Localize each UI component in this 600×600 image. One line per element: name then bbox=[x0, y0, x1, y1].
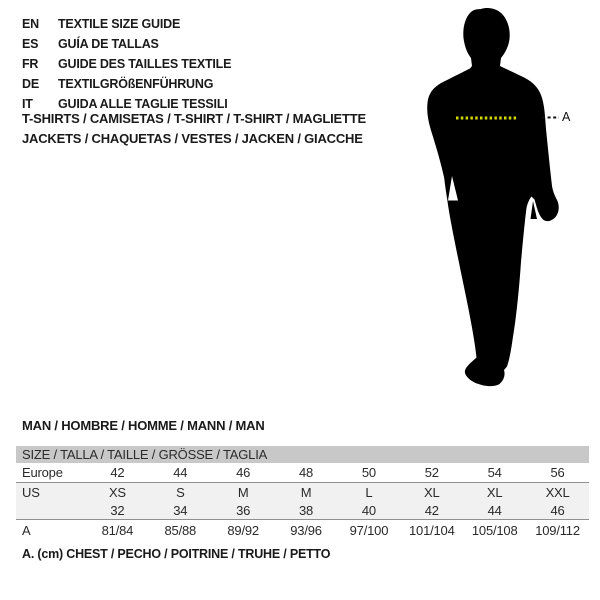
language-code: IT bbox=[22, 97, 33, 111]
size-cell: 46 bbox=[550, 502, 565, 518]
category-line-jackets: JACKETS / CHAQUETAS / VESTES / JACKEN / GIACCHE bbox=[22, 131, 363, 146]
size-cell: 36 bbox=[236, 502, 251, 518]
size-cell: 42 bbox=[110, 465, 125, 480]
size-cell: 54 bbox=[487, 465, 502, 480]
language-code: FR bbox=[22, 57, 39, 71]
language-code: DE bbox=[22, 77, 39, 91]
size-table bbox=[16, 446, 589, 540]
size-cell: 109/112 bbox=[535, 522, 580, 538]
size-cell: S bbox=[176, 484, 185, 500]
category-line-tshirts: T-SHIRTS / CAMISETAS / T-SHIRT / T-SHIRT / MAGLIETTE bbox=[22, 111, 366, 126]
size-cell: M bbox=[300, 484, 312, 500]
table-header: SIZE / TALLA / TAILLE / GRÖSSE / TAGLIA bbox=[16, 446, 589, 463]
row-label: US bbox=[22, 484, 40, 500]
size-cell: 97/100 bbox=[349, 522, 389, 538]
size-cell: 32 bbox=[110, 502, 125, 518]
size-cell: 46 bbox=[236, 465, 251, 480]
size-cell: 85/88 bbox=[164, 522, 197, 538]
size-cell: XS bbox=[108, 484, 126, 500]
row-label bbox=[16, 501, 86, 520]
size-cell: 42 bbox=[424, 502, 439, 518]
size-cell: 93/96 bbox=[290, 522, 322, 538]
size-cell: L bbox=[365, 484, 373, 500]
size-cell: XL bbox=[424, 484, 440, 500]
table-row-us bbox=[16, 483, 589, 502]
size-cell: XL bbox=[486, 484, 503, 500]
row-label: A bbox=[22, 522, 31, 538]
size-cell: 38 bbox=[299, 502, 314, 518]
size-cell: 48 bbox=[299, 465, 314, 480]
size-cell: 40 bbox=[361, 502, 376, 518]
section-title-man: MAN / HOMBRE / HOMME / MANN / MAN bbox=[22, 418, 265, 433]
size-cell: 105/108 bbox=[471, 522, 518, 538]
table-row-chest-a bbox=[16, 520, 589, 541]
language-label: TEXTILGRÖßENFÜHRUNG bbox=[58, 77, 214, 91]
measure-label-a: A bbox=[562, 110, 571, 124]
table-row-europe bbox=[16, 463, 589, 483]
table-row-numeric bbox=[16, 501, 589, 520]
size-cell: 81/84 bbox=[101, 522, 134, 538]
language-label: GUIDA ALLE TAGLIE TESSILI bbox=[58, 97, 228, 111]
size-cell: 50 bbox=[361, 465, 376, 480]
language-label: GUIDE DES TAILLES TEXTILE bbox=[58, 57, 232, 71]
table-header-row bbox=[16, 446, 589, 463]
size-cell: XXL bbox=[545, 484, 570, 500]
footnote-chest-measure: A. (cm) CHEST / PECHO / POITRINE / TRUHE / PETTO bbox=[22, 547, 331, 561]
size-cell: 101/104 bbox=[409, 522, 455, 538]
size-cell: M bbox=[237, 484, 249, 500]
size-cell: 89/92 bbox=[227, 522, 259, 538]
size-cell: 44 bbox=[487, 502, 502, 518]
language-label: GUÍA DE TALLAS bbox=[58, 37, 159, 51]
man-silhouette-shape bbox=[427, 8, 559, 386]
language-code: EN bbox=[22, 17, 39, 31]
size-cell: 34 bbox=[173, 502, 188, 518]
row-label: Europe bbox=[22, 465, 63, 480]
size-cell: 56 bbox=[550, 465, 565, 480]
size-cell: 44 bbox=[173, 465, 188, 480]
language-label: TEXTILE SIZE GUIDE bbox=[58, 17, 181, 31]
language-code: ES bbox=[22, 37, 39, 51]
size-cell: 52 bbox=[424, 465, 439, 480]
